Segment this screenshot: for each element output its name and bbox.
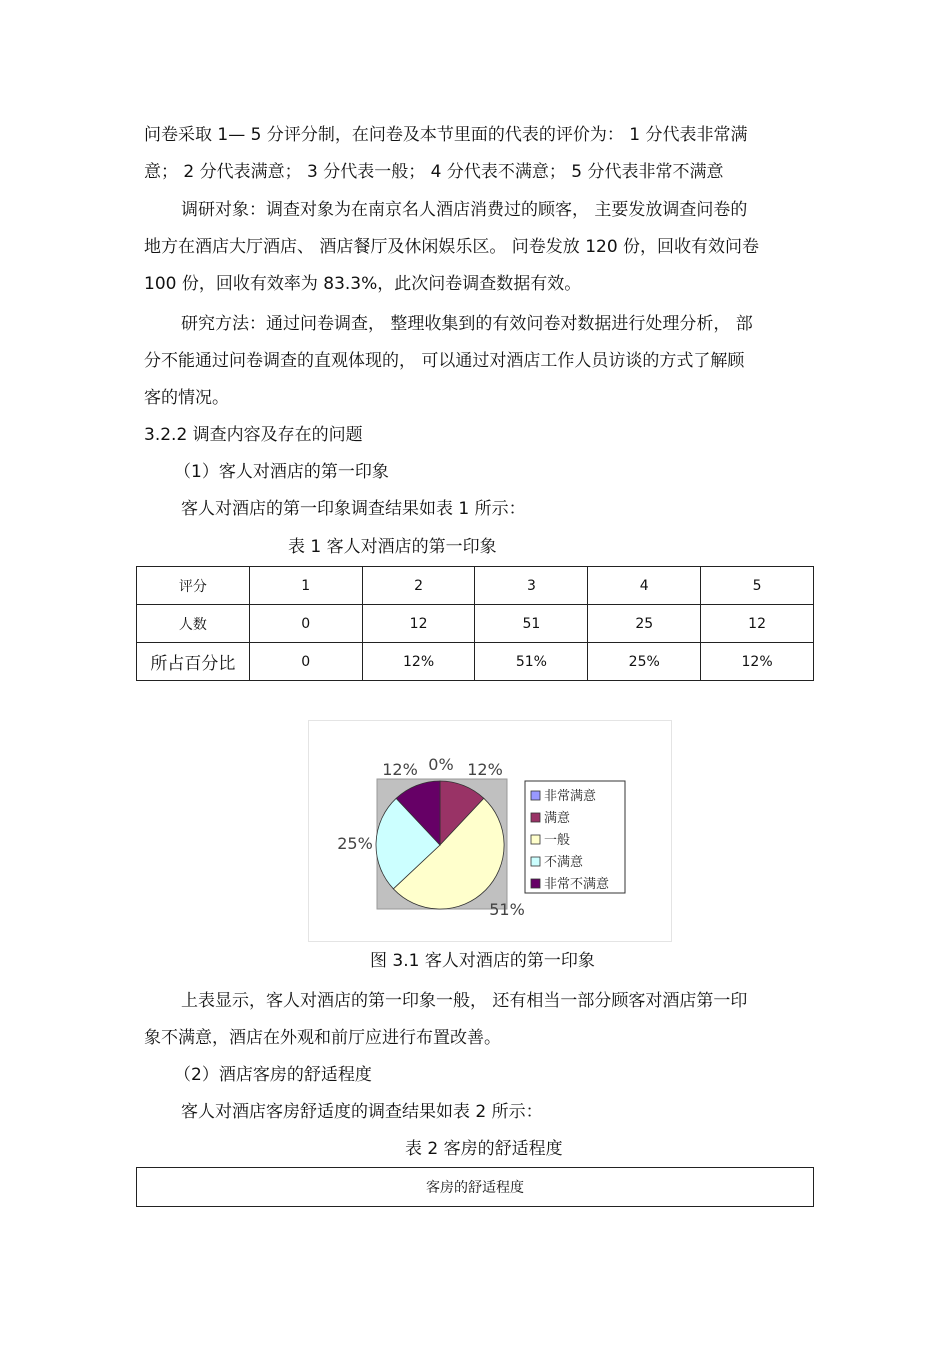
room-comfort-table (136, 1167, 814, 1207)
pie-slice-label: 12% (467, 760, 503, 779)
table-cell: 3 (475, 567, 588, 605)
table-cell: 51 (475, 605, 588, 643)
table-header-cell: 客房的舒适程度 (137, 1168, 814, 1207)
paragraph-scoring-line1: 问卷采取 1— 5 分评分制，在问卷及本节里面的代表的评价为： 1 分代表非常满 (144, 125, 748, 145)
table-cell: 人数 (137, 605, 250, 643)
table-cell: 0 (249, 643, 362, 681)
table-cell: 0 (249, 605, 362, 643)
table-cell: 4 (588, 567, 701, 605)
legend-swatch (531, 879, 540, 888)
paragraph-method-line1: 研究方法：通过问卷调查， 整理收集到的有效问卷对数据进行处理分析， 部 (181, 314, 753, 334)
legend-swatch (531, 835, 540, 844)
paragraph-scoring-line2: 意； 2 分代表满意； 3 分代表一般； 4 分代表不满意； 5 分代表非常不满意 (144, 162, 724, 182)
pie-slice-label: 51% (489, 900, 525, 919)
table-cell: 2 (362, 567, 475, 605)
paragraph-subjects-line2: 地方在酒店大厅酒店、 酒店餐厅及休闲娱乐区。 问卷发放 120 份，回收有效问卷 (144, 237, 760, 257)
figure1-caption: 图 3.1 客人对酒店的第一印象 (370, 951, 595, 971)
table-cell: 25% (588, 643, 701, 681)
table-cell: 12% (701, 643, 814, 681)
paragraph-subjects-line1: 调研对象：调查对象为在南京名人酒店消费过的顾客， 主要发放调查问卷的 (181, 200, 748, 220)
paragraph-analysis-line2: 象不满意，酒店在外观和前厅应进行布置改善。 (144, 1028, 501, 1048)
table-cell: 12 (701, 605, 814, 643)
section-heading-3-2-2: 3.2.2 调查内容及存在的问题 (144, 425, 363, 445)
table-cell: 5 (701, 567, 814, 605)
subsection-heading-1: （1）客人对酒店的第一印象 (174, 462, 389, 482)
table-cell: 所占百分比 (137, 643, 250, 681)
subsection-heading-2: （2）酒店客房的舒适程度 (174, 1065, 372, 1085)
legend-label: 满意 (544, 811, 571, 826)
legend-label: 非常满意 (544, 789, 597, 804)
table-row (137, 567, 814, 605)
legend-label: 一般 (544, 833, 571, 848)
pie-slice-label: 0% (428, 755, 454, 774)
legend-label: 非常不满意 (544, 877, 610, 892)
paragraph-analysis-line1: 上表显示，客人对酒店的第一印象一般， 还有相当一部分顾客对酒店第一印 (181, 991, 748, 1011)
table-cell: 25 (588, 605, 701, 643)
pie-chart-figure (308, 720, 672, 942)
pie-slice-label: 12% (382, 760, 418, 779)
paragraph-table2-intro: 客人对酒店客房舒适度的调查结果如表 2 所示： (181, 1102, 543, 1122)
table-cell: 12% (362, 643, 475, 681)
table-row (137, 1168, 814, 1207)
table-cell: 评分 (137, 567, 250, 605)
table-row (137, 605, 814, 643)
table-cell: 51% (475, 643, 588, 681)
legend-swatch (531, 813, 540, 822)
paragraph-subjects-line3: 100 份，回收有效率为 83.3%，此次问卷调查数据有效。 (144, 274, 582, 294)
pie-chart (309, 721, 671, 941)
table-row (137, 643, 814, 681)
table-cell: 12 (362, 605, 475, 643)
paragraph-method-line3: 客的情况。 (144, 388, 229, 408)
first-impression-table (136, 566, 814, 681)
table2-caption: 表 2 客房的舒适程度 (405, 1139, 563, 1159)
pie-slice-label: 25% (337, 834, 373, 853)
legend-swatch (531, 857, 540, 866)
paragraph-table1-intro: 客人对酒店的第一印象调查结果如表 1 所示： (181, 499, 526, 519)
table-cell: 1 (249, 567, 362, 605)
paragraph-method-line2: 分不能通过问卷调查的直观体现的， 可以通过对酒店工作人员访谈的方式了解顾 (144, 351, 745, 371)
legend-label: 不满意 (544, 855, 584, 870)
legend-swatch (531, 791, 540, 800)
table1-caption: 表 1 客人对酒店的第一印象 (288, 537, 497, 557)
